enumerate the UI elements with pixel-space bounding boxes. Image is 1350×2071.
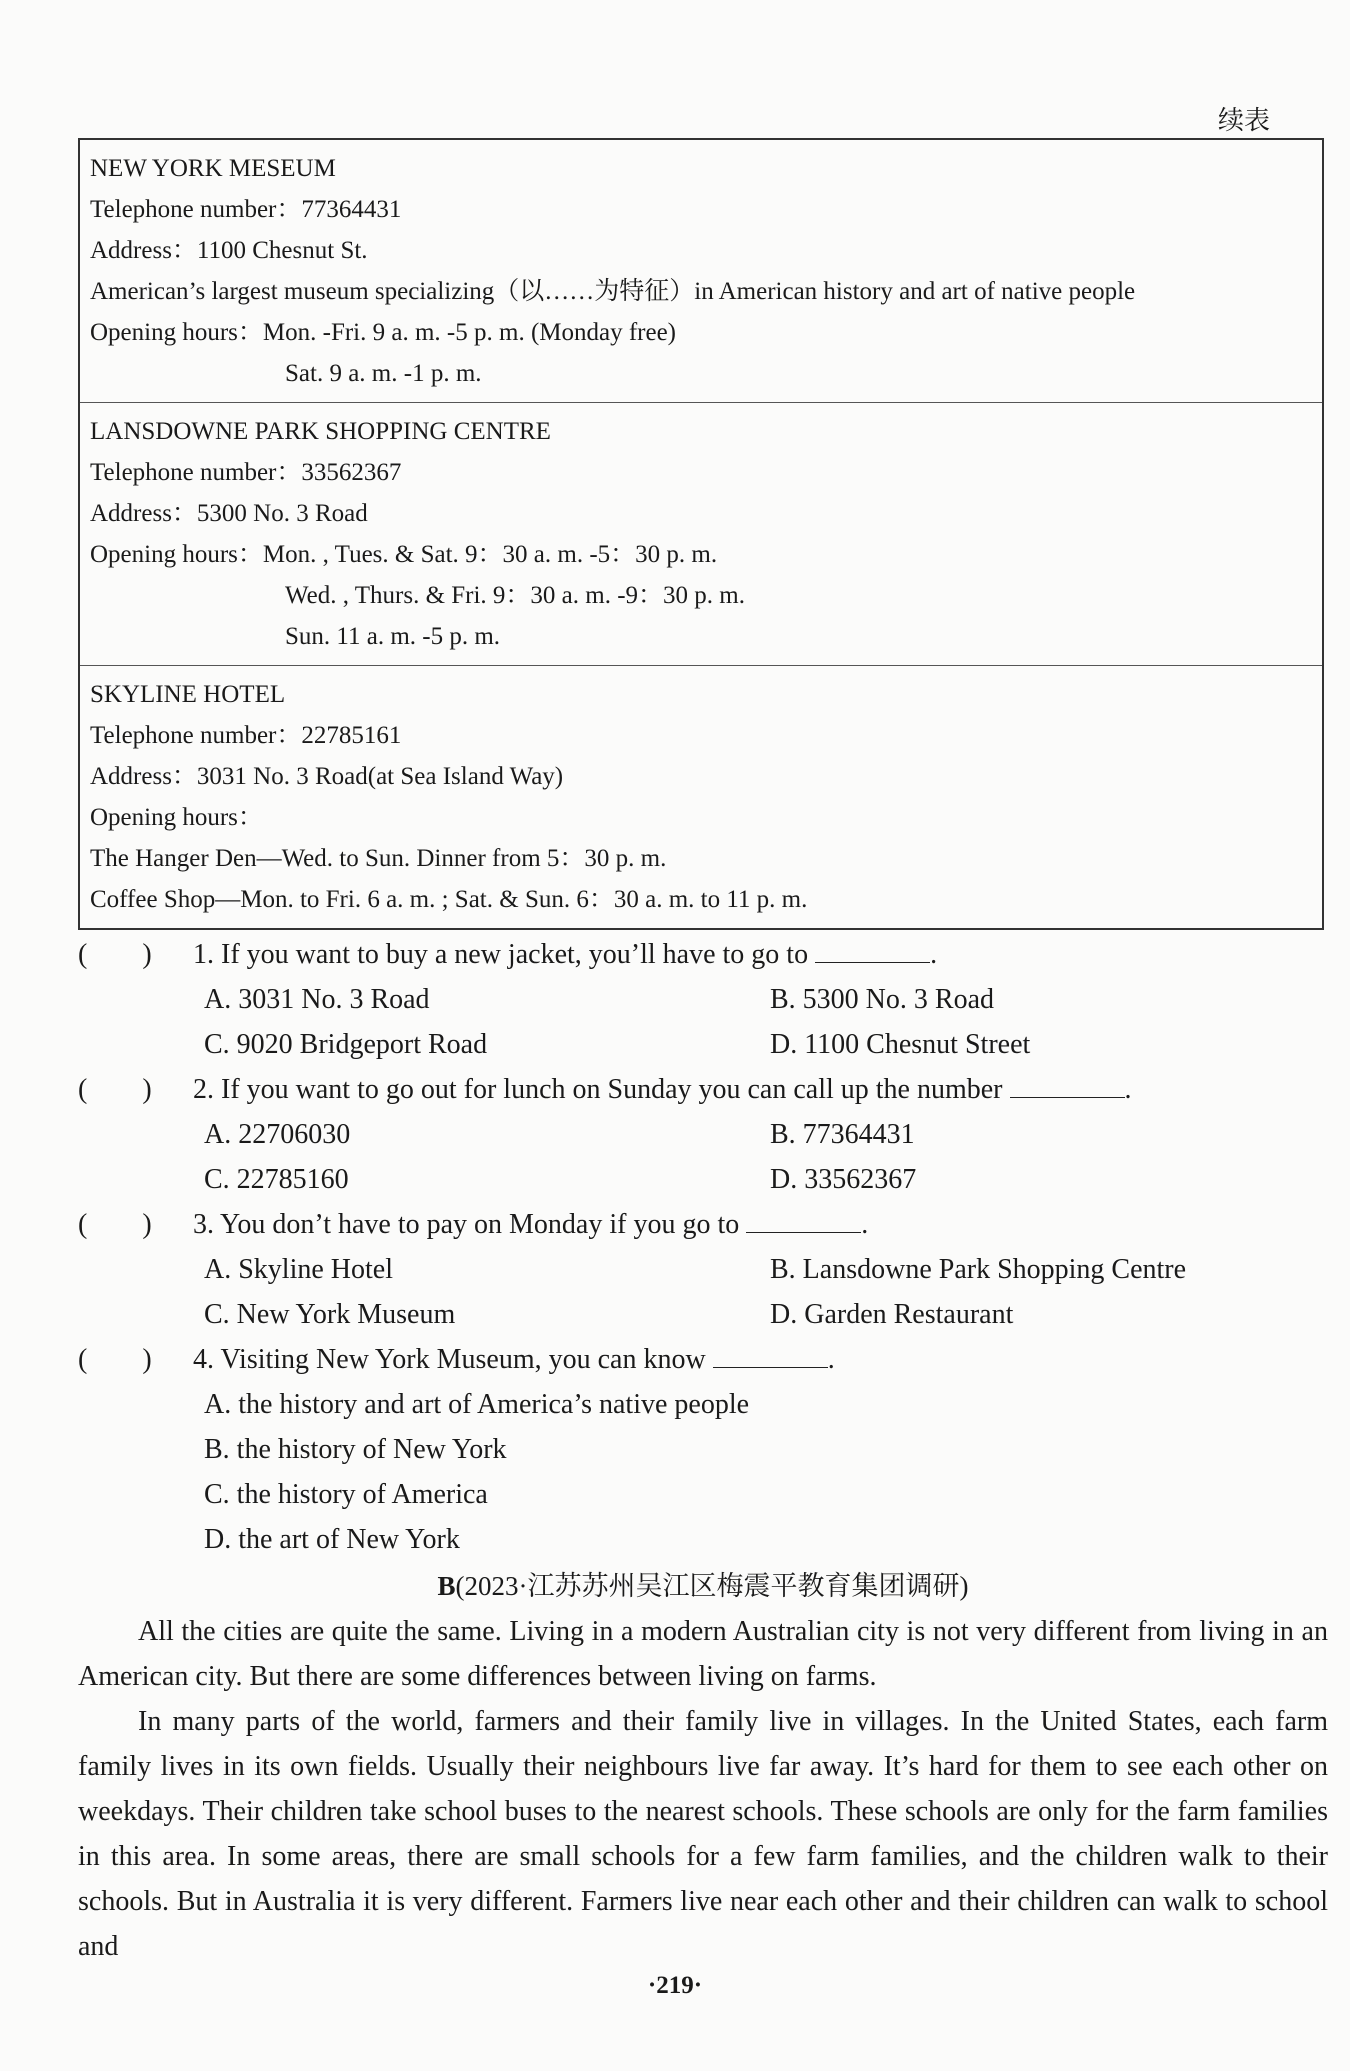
- museum-description: American’s largest museum specializing（以……为特征）in American history and art of native people: [90, 278, 1136, 305]
- hotel-name: SKYLINE HOTEL: [90, 681, 286, 708]
- questions: [78, 932, 1328, 1969]
- answer-blank: [1010, 1073, 1125, 1098]
- option-c: C. 22785160: [204, 1164, 349, 1195]
- option-a: A. 3031 No. 3 Road: [204, 984, 430, 1015]
- option-b: B. 77364431: [770, 1119, 915, 1150]
- answer-paren[interactable]: ( ): [78, 939, 152, 970]
- museum-address: Address：1100 Chesnut St.: [90, 237, 368, 264]
- shopping-telephone: Telephone number：33562367: [90, 459, 402, 486]
- page-number: ·219·: [647, 1972, 703, 1999]
- options-row: [78, 1292, 1328, 1337]
- question-stem: 4. Visiting New York Museum, you can know: [193, 1344, 706, 1375]
- shopping-hours-3: Sun. 11 a. m. -5 p. m.: [285, 623, 501, 650]
- hotel-hours-2: Coffee Shop—Mon. to Fri. 6 a. m. ; Sat. & Sun. 6：30 a. m. to 11 p. m.: [90, 886, 808, 913]
- continued-label: 续表: [1217, 106, 1270, 135]
- answer-blank: [713, 1343, 828, 1368]
- passage-paragraph-2: In many parts of the world, farmers and their family live in villages. In the United States, each farm family lives in its own fields. Usually their neighbours live far away. It’s hard for them to see each other on weekdays. Their children take school buses to the nearest schools. These schools are only for the farm families in this area. In some areas, there are small schools for a few farm families, and the children walk to their schools. But in Australia it is very different. Farmers live near each other and their children can walk to school and: [78, 1706, 1328, 1962]
- section-letter: B: [437, 1571, 456, 1601]
- options-row: [78, 1247, 1328, 1292]
- hotel-address: Address：3031 No. 3 Road(at Sea Island Way): [90, 763, 564, 790]
- passage-paragraph-1: All the cities are quite the same. Living in a modern Australian city is not very different from living in an American city. But there are some differences between living on farms.: [78, 1616, 1328, 1692]
- museum-hours-2: Sat. 9 a. m. -1 p. m.: [285, 360, 482, 387]
- answer-paren[interactable]: ( ): [78, 1209, 152, 1240]
- question-stem: 2. If you want to go out for lunch on Sunday you can call up the number: [193, 1074, 1003, 1105]
- shopping-address: Address：5300 No. 3 Road: [90, 500, 368, 527]
- shopping-section: [80, 403, 1322, 666]
- option-d: D. Garden Restaurant: [770, 1299, 1014, 1330]
- shopping-name: LANSDOWNE PARK SHOPPING CENTRE: [90, 418, 551, 445]
- option-a: A. the history and art of America’s native people: [204, 1389, 750, 1420]
- question-stem: 3. You don’t have to pay on Monday if you go to: [193, 1209, 740, 1240]
- question-2: ( ) 2. If you want to go out for lunch on Sunday you can call up the number .: [78, 1067, 1328, 1112]
- option-b: B. Lansdowne Park Shopping Centre: [770, 1254, 1187, 1285]
- option-d: D. 33562367: [770, 1164, 917, 1195]
- shopping-hours-2: Wed. , Thurs. & Fri. 9：30 a. m. -9：30 p. m.: [285, 582, 745, 609]
- section-b-title: [78, 1564, 1328, 1609]
- option-b: B. 5300 No. 3 Road: [770, 984, 994, 1015]
- answer-blank: [746, 1208, 861, 1233]
- shopping-hours-1: Opening hours：Mon. , Tues. & Sat. 9：30 a. m. -5：30 p. m.: [90, 541, 718, 568]
- hotel-telephone: Telephone number：22785161: [90, 722, 402, 749]
- hotel-section: [80, 666, 1322, 928]
- museum-name: NEW YORK MESEUM: [90, 155, 336, 182]
- hotel-hours-1: The Hanger Den—Wed. to Sun. Dinner from 5：30 p. m.: [90, 845, 667, 872]
- section-source: (2023·江苏苏州吴江区梅震平教育集团调研): [455, 1571, 969, 1601]
- hotel-hours-label: Opening hours：: [90, 804, 263, 831]
- question-stem: 1. If you want to buy a new jacket, you’ll have to go to: [193, 939, 809, 970]
- option-d: D. the art of New York: [204, 1524, 460, 1555]
- options-row: [78, 1157, 1328, 1202]
- question-3: ( ) 3. You don’t have to pay on Monday if you go to .: [78, 1202, 1328, 1247]
- question-4: ( ) 4. Visiting New York Museum, you can know .: [78, 1337, 1328, 1382]
- option-a: A. Skyline Hotel: [204, 1254, 393, 1285]
- option-c: C. 9020 Bridgeport Road: [204, 1029, 488, 1060]
- info-table: [78, 138, 1324, 930]
- options-row: [78, 1112, 1328, 1157]
- museum-hours-1: Opening hours：Mon. -Fri. 9 a. m. -5 p. m. (Monday free): [90, 319, 677, 346]
- museum-section: [80, 140, 1322, 403]
- answer-blank: [815, 938, 930, 963]
- option-c: C. New York Museum: [204, 1299, 456, 1330]
- option-c: C. the history of America: [204, 1479, 488, 1510]
- option-a: A. 22706030: [204, 1119, 351, 1150]
- options-row: [78, 977, 1328, 1022]
- option-b: B. the history of New York: [204, 1434, 507, 1465]
- question-1: ( ) 1. If you want to buy a new jacket, you’ll have to go to .: [78, 932, 1328, 977]
- museum-telephone: Telephone number：77364431: [90, 196, 402, 223]
- answer-paren[interactable]: ( ): [78, 1344, 152, 1375]
- option-d: D. 1100 Chesnut Street: [770, 1029, 1031, 1060]
- options-row: [78, 1022, 1328, 1067]
- answer-paren[interactable]: ( ): [78, 1074, 152, 1105]
